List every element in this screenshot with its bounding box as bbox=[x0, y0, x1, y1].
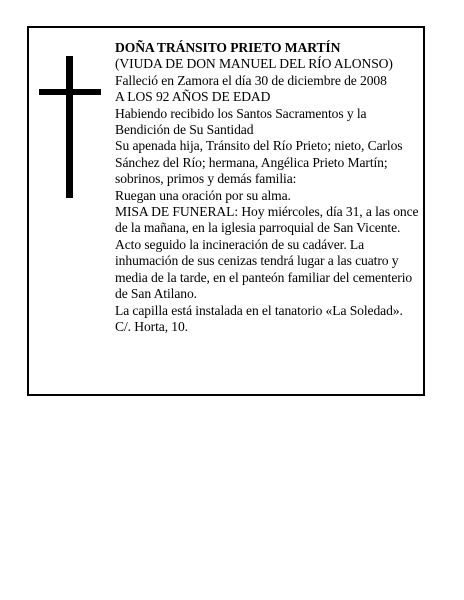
age-line: A LOS 92 AÑOS DE EDAD bbox=[115, 89, 271, 105]
sacraments-line: Habiendo recibido los Santos Sacramentos y la Bendición de Su Santidad bbox=[115, 105, 367, 138]
prayer-line: Ruegan una oración por su alma. bbox=[115, 187, 291, 203]
widow-of-line: (VIUDA DE DON MANUEL DEL RÍO ALONSO) bbox=[115, 56, 393, 72]
funeral-line: MISA DE FUNERAL: Hoy miércoles, día 31, a las once de la mañana, en la iglesia parroquial de San Vicente. Acto seguido la incineración de su cadáver. La inhumación de sus cenizas tendrá lugar a las cuatro y media de la tarde, en el panteón familiar del cementerio de San Atilano. bbox=[115, 204, 419, 302]
cross-vertical-bar bbox=[66, 56, 73, 198]
death-line: Falleció en Zamora el día 30 de diciembre de 2008 bbox=[115, 72, 387, 88]
cross-icon bbox=[39, 56, 101, 198]
deceased-name: DOÑA TRÁNSITO PRIETO MARTÍN bbox=[115, 40, 341, 55]
family-line: Su apenada hija, Tránsito del Río Prieto; nieto, Carlos Sánchez del Río; hermana, Angélica Prieto Martín; sobrinos, primos y demás familia: bbox=[115, 138, 403, 187]
obituary-notice bbox=[27, 26, 425, 396]
cross-horizontal-bar bbox=[39, 89, 101, 95]
chapel-line: La capilla está instalada en el tanatorio «La Soledad». C/. Horta, 10. bbox=[115, 302, 403, 334]
notice-text bbox=[115, 40, 421, 335]
